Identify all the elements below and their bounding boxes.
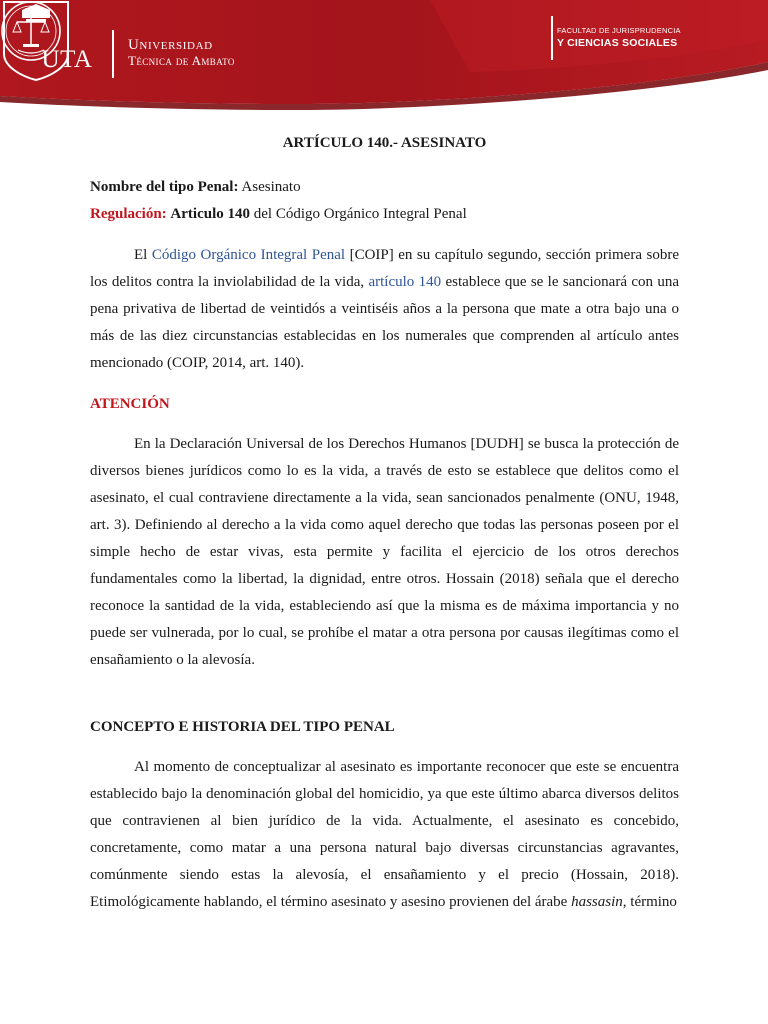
link-articulo-140[interactable]: artículo 140	[368, 274, 442, 290]
regulacion-line	[90, 201, 679, 228]
link-codigo-organico[interactable]: Código Orgánico Integral Penal	[151, 247, 346, 263]
university-line2: Técnica de Ambato	[128, 53, 235, 68]
university-divider	[112, 30, 114, 78]
banner-background	[0, 0, 768, 112]
p3-text-a: Al momento de conceptualizar al asesinato es importante reconocer que este se encuentra establecido bajo la denominación global del homicidio, ya que este último abarca diversos delitos que contravienen al bien jurídico de la vida. Actualmente, el asesinato es concebido, concretamente, como matar a una persona natural bajo diversas circunstancias agravantes, comúnmente siendo estas la alevosía, el ensañamiento y el precio (Hossain, 2018). Etimológicamente hablando, el término asesinato y asesino provienen del árabe	[90, 759, 679, 910]
paragraph-dudh: En la Declaración Universal de los Derechos Humanos [DUDH] se busca la protección de diversos bienes jurídicos como lo es la vida, a través de esto se establece que delitos como el asesinato, el cual contraviene directamente a la vida, sean sancionados penalmente (ONU, 1948, art. 3). Definiendo al derecho a la vida como aquel derecho que todas las personas poseen por el simple hecho de estar vivas, esta permite y facilita el ejercicio de los otros derechos fundamentales como la libertad, la dignidad, entre otros. Hossain (2018) señala que el derecho reconoce la santidad de la vida, estableciendo así que la misma es de máxima importancia y no puede ser vulnerada, por lo cual, se prohíbe el matar a otra persona por causas ilegítimas como el ensañamiento o la alevosía.	[90, 436, 679, 668]
faculty-divider	[551, 16, 553, 60]
tipo-value: Asesinato	[241, 179, 301, 195]
p1-text-a: El	[134, 247, 152, 263]
p1-text-b: [COIP] en su capítulo segundo, sección primera sobre los delitos contra la inviolabilidad de la vida,	[90, 247, 679, 290]
document-body	[90, 130, 679, 916]
p3-text-b: , término	[622, 894, 677, 910]
section-atencion: ATENCIÓN	[90, 396, 170, 412]
regulacion-rest: del Código Orgánico Integral Penal	[253, 206, 467, 222]
faculty-emblem-icon	[0, 0, 62, 62]
university-line1: Universidad	[128, 37, 213, 53]
tipo-label: Nombre del tipo Penal:	[90, 179, 239, 195]
paragraph-coip	[90, 242, 679, 377]
document-title: ARTÍCULO 140.- ASESINATO	[282, 135, 487, 151]
header-banner	[0, 0, 768, 112]
regulacion-label: Regulación:	[90, 206, 167, 222]
faculty-line1: FACULTAD DE JURISPRUDENCIA	[557, 26, 681, 35]
regulacion-article: Articulo 140	[170, 206, 250, 222]
p3-italic-hassasin: hassasin	[571, 894, 623, 910]
faculty-name	[557, 26, 681, 49]
section-concepto-historia: CONCEPTO E HISTORIA DEL TIPO PENAL	[90, 719, 395, 735]
university-name	[128, 38, 235, 68]
uta-logo-text: UTA	[41, 46, 93, 73]
faculty-line2: Y CIENCIAS SOCIALES	[557, 37, 678, 49]
p1-text-c: establece que se le sancionará con una pena privativa de libertad de veintidós a veintiséis años a la persona que mate a otra bajo una o más de las diez circunstancias establecidas en los numerales que comprenden al artículo antes mencionado (COIP, 2014, art. 140).	[90, 274, 679, 371]
tipo-penal-line	[90, 174, 679, 201]
faculty-emblem-text: FJCS	[24, 8, 38, 14]
paragraph-concepto	[90, 754, 679, 916]
